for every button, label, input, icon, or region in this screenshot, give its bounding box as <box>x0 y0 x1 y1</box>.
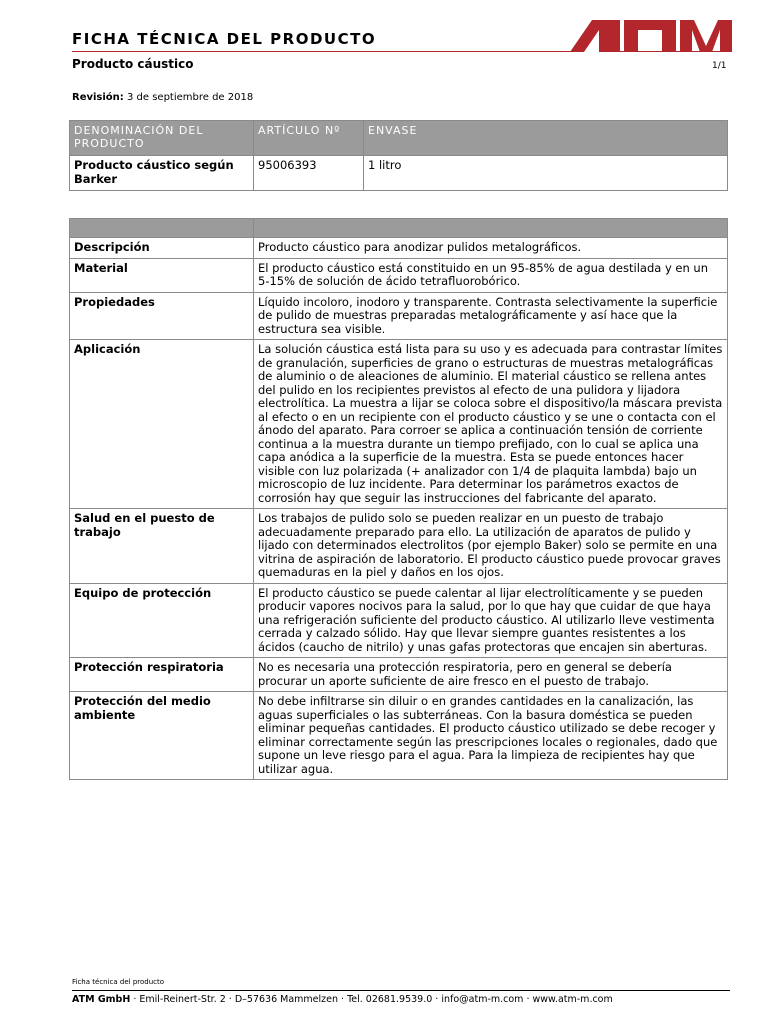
header-product-name: DENOMINACIÓN DEL PRODUCTO <box>70 121 254 156</box>
details-row <box>70 692 728 780</box>
details-text: No debe infiltrarse sin diluir o en grandes cantidades en la canalización, las aguas superficiales o las subterráneas. Con la basura doméstica se pueden eliminar pequeñas cantidades. El producto cáustico utilizado se debe recoger y eliminar correctamente según las prescripciones locales o regionales, dado que supone un leve riesgo para el agua. Para la limpieza de recipientes hay que utilizar agua. <box>254 692 728 780</box>
document-title: FICHA TÉCNICA DEL PRODUCTO <box>72 30 377 48</box>
details-row <box>70 258 728 292</box>
header-container: ENVASE <box>364 121 728 156</box>
details-label: Propiedades <box>70 292 254 340</box>
details-text: Producto cáustico para anodizar pulidos metalográficos. <box>254 238 728 259</box>
details-label: Aplicación <box>70 340 254 509</box>
details-row <box>70 583 728 658</box>
details-row <box>70 340 728 509</box>
footer-doc-label: Ficha técnica del producto <box>72 978 165 986</box>
product-table-row <box>70 156 728 191</box>
product-table-header <box>70 121 728 156</box>
details-row <box>70 292 728 340</box>
details-label: Salud en el puesto de trabajo <box>70 509 254 584</box>
details-row <box>70 509 728 584</box>
details-header-cell-right <box>254 219 728 238</box>
details-text: La solución cáustica está lista para su uso y es adecuada para contrastar límites de granulación, superficies de grano o estructuras de muestras metalográficas de aluminio o de aleaciones de aluminio. El material cáustico se rellena antes del pulido en los recipientes previstos al efecto de una pulidora y lijadora electrolítica. La muestra a lijar se coloca sobre el dispositivo/la máscara prevista al efecto o en un recipiente con el producto cáustico y se une o contacta con el ánodo del aparato. Para corroer se aplica a continuación tensión de corriente continua a la muestra durante un tiempo prefijado, con lo cual se aplica una capa anódica a la superficie de la muestra. Esta se puede entonces hacer visible con luz polarizada (+ analizador con 1/4 de plaquita lambda) bajo un microscopio de luz incidente. Para determinar los parámetros exactos de corrosión hay que seguir las instrucciones del fabricante del aparato. <box>254 340 728 509</box>
details-header-cell-left <box>70 219 254 238</box>
details-label: Descripción <box>70 238 254 259</box>
product-subtitle: Producto cáustico <box>72 57 194 71</box>
details-text: El producto cáustico se puede calentar al lijar electrolíticamente y se pueden producir vapores nocivos para la salud, por lo que hay que cuidar de que haya una refrigeración suficiente del producto cáustico. Al utilizarlo lleve vestimenta cerrada y calzado sólido. Hay que llevar siempre guantes resistentes a los ácidos (caucho de nitrilo) y unas gafas protectoras que encajen sin aberturas. <box>254 583 728 658</box>
revision-line <box>72 92 253 103</box>
details-label: Material <box>70 258 254 292</box>
details-text: No es necesaria una protección respiratoria, pero en general se debería procurar un aporte suficiente de aire fresco en el puesto de trabajo. <box>254 658 728 692</box>
revision-label: Revisión: <box>72 92 124 103</box>
product-name-cell: Producto cáustico según Barker <box>70 156 254 191</box>
details-label: Protección del medio ambiente <box>70 692 254 780</box>
details-text: El producto cáustico está constituido en un 95-85% de agua destilada y en un 5-15% de solución de ácido tetrafluorobórico. <box>254 258 728 292</box>
details-row <box>70 238 728 259</box>
product-details-table <box>69 218 728 780</box>
details-row <box>70 658 728 692</box>
article-number-cell: 95006393 <box>254 156 364 191</box>
container-cell: 1 litro <box>364 156 728 191</box>
revision-date: 3 de septiembre de 2018 <box>126 92 254 103</box>
details-table-header <box>70 219 728 238</box>
details-label: Protección respiratoria <box>70 658 254 692</box>
page-header <box>72 24 732 54</box>
footer-address: · Emil-Reinert-Str. 2 · D–57636 Mammelzen · Tel. 02681.9539.0 · info@atm-m.com · www.atm-m.com <box>130 994 613 1005</box>
footer-divider <box>72 990 730 991</box>
page-number: 1/1 <box>712 61 727 71</box>
product-info-table <box>69 120 728 191</box>
header-article-number: ARTÍCULO Nº <box>254 121 364 156</box>
details-label: Equipo de protección <box>70 583 254 658</box>
details-text: Los trabajos de pulido solo se pueden realizar en un puesto de trabajo adecuadamente preparado para ello. La utilización de aparatos de pulido y lijado con determinados electrolitos (por ejemplo Baker) solo se permite en una vitrina de aspiración de laboratorio. El producto cáustico puede provocar graves quemaduras en la piel y daños en los ojos. <box>254 509 728 584</box>
footer-company: ATM GmbH <box>72 994 131 1005</box>
atm-logo <box>570 20 732 52</box>
details-text: Líquido incoloro, inodoro y transparente. Contrasta selectivamente la superficie de pulido de muestras preparadas metalográficamente y así hace que la estructura sea visible. <box>254 292 728 340</box>
footer-address-line <box>72 994 613 1005</box>
